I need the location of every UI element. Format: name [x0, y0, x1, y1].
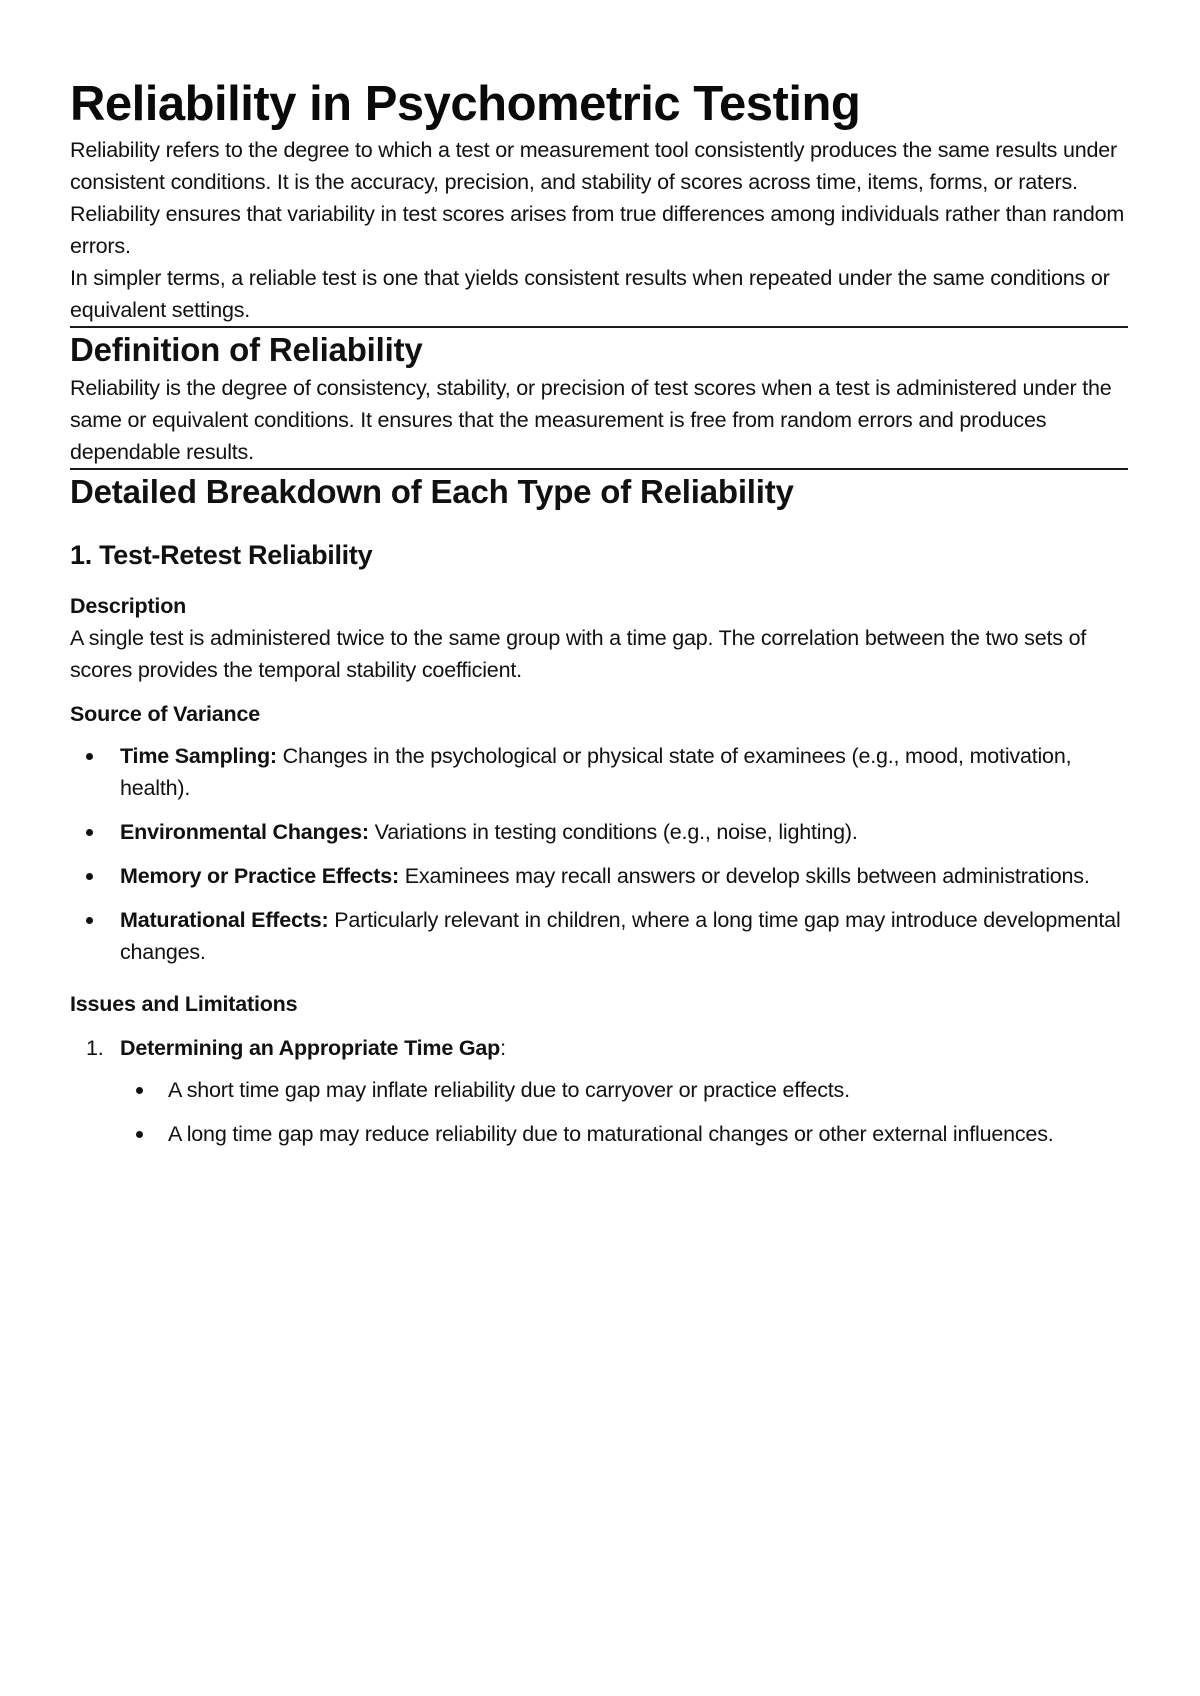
- list-item-text: Changes in the psychological or physical state of examinees (e.g., mood, motivation, health).: [120, 744, 1072, 800]
- breakdown-heading: Detailed Breakdown of Each Type of Reliability: [70, 473, 794, 510]
- bullet-icon: [86, 753, 93, 760]
- test-retest-heading: 1. Test-Retest Reliability: [70, 540, 373, 570]
- definition-paragraph: Reliability is the degree of consistency, stability, or precision of test scores when a test is administered under the same or equivalent conditions. It ensures that the measurement is free from random errors and produces dependable results.: [70, 376, 1112, 464]
- list-item: [120, 904, 1128, 968]
- source-of-variance-label: Source of Variance: [70, 702, 260, 726]
- issues-limitations-label: Issues and Limitations: [70, 992, 298, 1016]
- item-number: 1.: [86, 1036, 104, 1060]
- list-item-term: Time Sampling:: [120, 744, 277, 768]
- bullet-icon: [86, 917, 93, 924]
- list-item: [120, 860, 1128, 892]
- bullet-icon: [136, 1087, 143, 1094]
- list-item-text: Examinees may recall answers or develop skills between administrations.: [398, 864, 1090, 888]
- list-item-text: Variations in testing conditions (e.g., noise, lighting).: [368, 820, 858, 844]
- sub-list-text: A short time gap may inflate reliability due to carryover or practice effects.: [168, 1078, 850, 1102]
- sub-list-item: [168, 1074, 1128, 1106]
- page-title: Reliability in Psychometric Testing: [70, 77, 861, 131]
- intro-paragraph-2: In simpler terms, a reliable test is one that yields consistent results when repeated under the same conditions or equivalent settings.: [70, 266, 1110, 322]
- sub-list: [120, 1074, 1128, 1150]
- list-item: [120, 816, 1128, 848]
- sub-list-item: [168, 1118, 1128, 1150]
- definition-heading: Definition of Reliability: [70, 331, 423, 368]
- list-item-term: Environmental Changes:: [120, 820, 369, 844]
- list-item-text: Particularly relevant in children, where a long time gap may introduce developmental changes.: [120, 908, 1121, 964]
- list-item-term: Maturational Effects:: [120, 908, 329, 932]
- item-heading-suffix: :: [500, 1036, 506, 1060]
- description-label: Description: [70, 594, 187, 618]
- intro-paragraph-1: Reliability refers to the degree to which a test or measurement tool consistently produces the same results under consistent conditions. It is the accuracy, precision, and stability of scores across time, items, forms, or raters. Reliability ensures that variability in test scores arises from true differences among individuals rather than random errors.: [70, 138, 1125, 258]
- issues-list: [70, 1032, 1128, 1150]
- bullet-icon: [86, 873, 93, 880]
- bullet-icon: [136, 1131, 143, 1138]
- item-heading: Determining an Appropriate Time Gap: [120, 1036, 501, 1060]
- numbered-item: [86, 1032, 1128, 1150]
- description-paragraph: A single test is administered twice to the same group with a time gap. The correlation between the two sets of scores provides the temporal stability coefficient.: [70, 626, 1087, 682]
- sub-list-text: A long time gap may reduce reliability due to maturational changes or other external influences.: [168, 1122, 1054, 1146]
- variance-list: [70, 740, 1128, 968]
- bullet-icon: [86, 829, 93, 836]
- list-item-term: Memory or Practice Effects:: [120, 864, 399, 888]
- list-item: [120, 740, 1128, 804]
